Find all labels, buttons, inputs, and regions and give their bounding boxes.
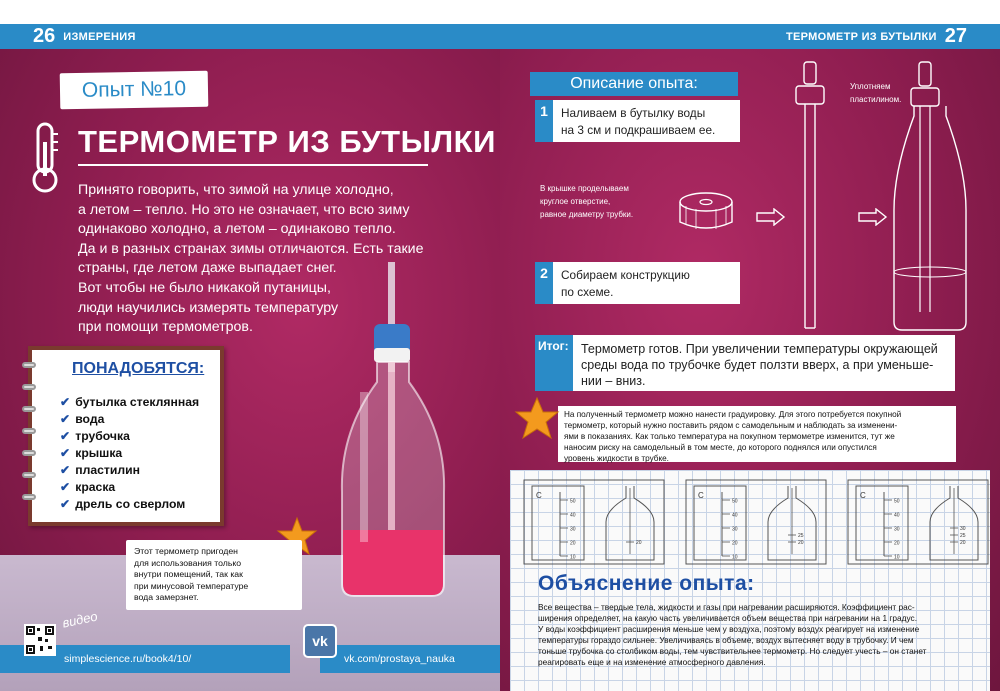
spiral-ring — [22, 428, 36, 434]
label-line: Уплотняем — [850, 82, 891, 91]
mark-label: 20 — [960, 540, 966, 546]
left-note-card — [126, 540, 302, 610]
intro-line: люди научились измерять температуру — [78, 299, 339, 316]
materials-list — [60, 394, 199, 513]
spiral-ring — [22, 450, 36, 456]
thermometer-comparison-drawing — [684, 478, 828, 566]
note-line: наносим риску на самодельный в том месте, до которого поднялся или опустился — [564, 443, 877, 452]
mark-label: 25 — [960, 533, 966, 539]
thermometer-comparison-drawing — [846, 478, 990, 566]
list-item — [60, 462, 199, 479]
material-label: краска — [75, 480, 116, 494]
check-icon: ✔ — [60, 480, 71, 494]
mark-label: 20 — [636, 540, 642, 546]
note-line: Этот термометр пригоден — [134, 546, 238, 556]
intro-line: Вот чтобы не было никакой путаницы, — [78, 279, 331, 296]
scale-tick-label: 30 — [732, 526, 738, 533]
step-line: Наливаем в бутылку воды — [561, 106, 706, 120]
material-label: дрель со сверлом — [75, 497, 186, 511]
label-line: пластилином. — [850, 95, 902, 104]
check-icon: ✔ — [60, 429, 71, 443]
right-page-number: 27 — [944, 25, 967, 47]
scale-tick-label: 10 — [732, 554, 738, 561]
explanation-text — [538, 602, 958, 668]
thermometer-comparison-drawing — [522, 478, 666, 566]
spiral-ring — [22, 494, 36, 500]
unit-label: C — [698, 491, 704, 500]
intro-line: страны, где летом даже выпадает снег. — [78, 260, 337, 277]
step-line: по схеме. — [561, 285, 614, 299]
mark-label: 20 — [798, 540, 804, 546]
right-section-title: ТЕРМОМЕТР ИЗ БУТЫЛКИ — [786, 30, 937, 43]
intro-line: Да и в разных странах зимы отличаются. Есть такие — [78, 240, 424, 257]
note-line: внутри помещений, так как — [134, 569, 243, 580]
list-item — [60, 411, 199, 428]
scale-tick-label: 50 — [894, 498, 900, 505]
top-margin — [0, 0, 1000, 24]
list-item — [60, 428, 199, 445]
note-line: для использования только — [134, 557, 242, 568]
scale-tick-label: 50 — [732, 498, 738, 505]
explanation-line: У воды коэффициент расширения меньше чем у воздуха, поэтому воздух реагирует на изменение — [538, 624, 920, 634]
scale-tick-label: 10 — [570, 554, 576, 561]
step-1 — [535, 100, 740, 142]
result-text — [573, 335, 946, 391]
check-icon: ✔ — [60, 497, 71, 511]
qr-code-icon[interactable] — [24, 624, 56, 656]
cap-hole-label — [540, 182, 633, 221]
scale-tick-label: 20 — [732, 540, 738, 547]
vk-url[interactable]: vk.com/prostaya_nauka — [344, 653, 455, 665]
site-url[interactable]: simplescience.ru/book4/10/ — [64, 653, 192, 665]
label-line: равное диаметру трубки. — [540, 210, 634, 219]
right-header — [500, 24, 1000, 49]
thermometer-panel — [684, 478, 828, 566]
tube-with-cap-drawing — [792, 60, 832, 330]
thermometer-panel — [522, 478, 666, 566]
label-line: В крышке проделываем — [540, 184, 629, 193]
check-icon: ✔ — [60, 463, 71, 477]
material-label: трубочка — [75, 429, 130, 443]
left-section-title: ИЗМЕРЕНИЯ — [63, 30, 136, 43]
experiment-tag: Опыт №10 — [60, 71, 209, 110]
title-underline — [78, 164, 428, 166]
explanation-title: Объяснение опыта: — [538, 572, 755, 595]
thermometer-panel — [846, 478, 990, 566]
result-line: нии – вниз. — [581, 374, 646, 388]
scale-tick-label: 30 — [570, 526, 576, 533]
unit-label: C — [860, 491, 866, 500]
check-icon: ✔ — [60, 446, 71, 460]
list-item — [60, 394, 199, 411]
bottle-diagram — [890, 60, 970, 332]
result-line: среды вода по трубочке будет ползти вверх, а при уменьше- — [581, 358, 934, 372]
note-line: термометр, который нужно поставить рядом с самодельным и наблюдать за изменени- — [564, 421, 898, 430]
mark-label: 25 — [798, 533, 804, 539]
materials-title: ПОНАДОБЯТСЯ: — [72, 360, 205, 377]
explanation-line: температуры гораздо сильнее. Увеличиваясь в объеме, воздух вытесняет воду в трубочку. И чем — [538, 635, 914, 645]
step-2 — [535, 262, 740, 304]
material-label: крышка — [75, 446, 123, 460]
spiral-ring — [22, 472, 36, 478]
star-icon — [514, 396, 560, 440]
scale-tick-label: 40 — [894, 512, 900, 519]
list-item — [60, 445, 199, 462]
mark-label: 30 — [960, 526, 966, 532]
result-label: Итог: — [535, 335, 573, 391]
spiral-ring — [22, 384, 36, 390]
intro-line: а летом – тепло. Но это не означает, что всю зиму — [78, 201, 410, 218]
note-line: На полученный термометр можно нанести градуировку. Для этого потребуется покупной — [564, 410, 902, 419]
materials-notepad — [28, 346, 224, 526]
step-line: Собираем конструкцию — [561, 268, 690, 282]
vk-link-bar[interactable] — [320, 645, 500, 673]
step-line: на 3 см и подкрашиваем ее. — [561, 123, 716, 137]
page-title: ТЕРМОМЕТР ИЗ БУТЫЛКИ — [78, 124, 496, 159]
check-icon: ✔ — [60, 395, 71, 409]
explanation-line: Все вещества – твердые тела, жидкости и газы при нагревании расширяются. Коэффициент рас- — [538, 602, 915, 612]
thermometer-icon — [28, 122, 62, 199]
step-number: 1 — [535, 100, 553, 142]
video-label: видео — [60, 608, 99, 631]
scale-tick-label: 40 — [732, 512, 738, 519]
check-icon: ✔ — [60, 412, 71, 426]
spiral-ring — [22, 362, 36, 368]
scale-tick-label: 40 — [570, 512, 576, 519]
note-line: ями в показаниях. Как только температура на покупном термометре изменится, тут же — [564, 432, 895, 441]
bottle-photo — [320, 262, 470, 607]
explanation-line: ширения определяет, на какую часть увеличивается объем вещества при нагревании на 1 градус. — [538, 613, 917, 623]
scale-tick-label: 20 — [894, 540, 900, 547]
arrow-right-icon — [858, 208, 888, 226]
result-line: Термометр готов. При увеличении температуры окружающей — [581, 342, 938, 356]
left-page-number: 26 — [33, 25, 56, 47]
step-text — [553, 262, 698, 304]
result-box — [535, 335, 955, 391]
note-line: уровень жидкости в трубке. — [564, 454, 669, 463]
vk-icon[interactable]: vk — [303, 624, 337, 658]
spiral-ring — [22, 406, 36, 412]
material-label: бутылка стеклянная — [75, 395, 200, 409]
explanation-line: тоньше трубочка со столбиком воды, тем чувствительнее термометр. Но следует учесть – он станет — [538, 646, 927, 656]
scale-tick-label: 10 — [894, 554, 900, 561]
note-line: вода замерзнет. — [134, 592, 199, 603]
description-title: Описание опыта: — [530, 72, 738, 96]
scale-tick-label: 50 — [570, 498, 576, 505]
cap-drawing — [676, 190, 736, 240]
list-item — [60, 479, 199, 496]
scale-tick-label: 20 — [570, 540, 576, 547]
step-text — [553, 100, 723, 142]
unit-label: C — [536, 491, 542, 500]
scale-tick-label: 30 — [894, 526, 900, 533]
graduation-note — [558, 406, 956, 462]
step-number: 2 — [535, 262, 553, 304]
list-item — [60, 496, 199, 513]
explanation-line: реагировать еще и на изменение атмосферного давления. — [538, 657, 766, 667]
label-line: круглое отверстие, — [540, 197, 611, 206]
material-label: пластилин — [75, 463, 140, 477]
intro-line: одинаково холодно, а летом – одинаково тепло. — [78, 221, 396, 238]
intro-line: Принято говорить, что зимой на улице холодно, — [78, 182, 394, 198]
note-line: при минусовой температуре — [134, 580, 249, 591]
arrow-right-icon — [756, 208, 786, 226]
left-header — [0, 24, 500, 49]
intro-line: при помощи термометров. — [78, 319, 253, 336]
material-label: вода — [75, 412, 105, 426]
